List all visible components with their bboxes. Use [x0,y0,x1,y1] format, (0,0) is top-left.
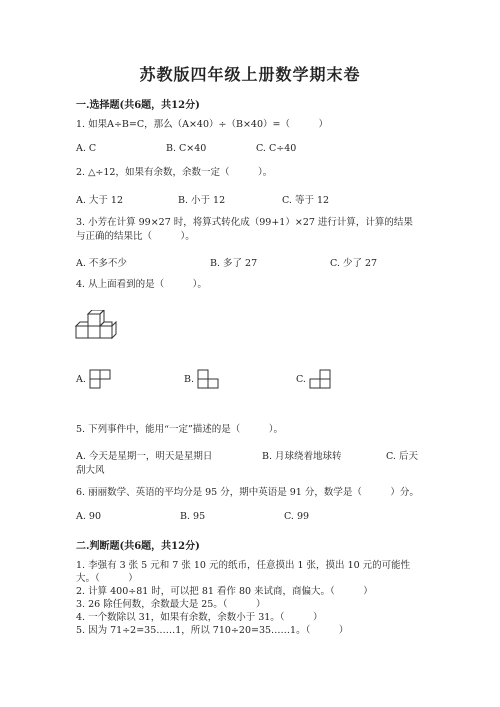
section-heading-choice: 一.选择题(共6题，共12分) [76,100,200,111]
q2-option-b: B. 小于 12 [178,195,226,206]
q6-option-b: B. 95 [180,511,206,522]
page-title: 苏教版四年级上册数学期末卷 [139,65,361,84]
q6-option-a: A. 90 [76,511,101,522]
q5-option-b: B. 月球绕着地球转 [262,451,342,462]
q5-option-a: A. 今天是星期一，明天是星期日 [76,451,213,462]
judge-item: 1. 李强有 3 张 5 元和 7 张 10 元的纸币，任意摸出 1 张，摸出 10 元的可能性 [76,560,411,571]
q4-option-a: A. [76,374,86,385]
q1-option-c: C. C÷40 [256,143,297,154]
section-heading-judge: 二.判断题(共6题，共12分) [76,541,200,552]
q3-option-b: B. 多了 27 [210,258,258,269]
judge-item: 大。（ ） [76,573,138,584]
judge-item: 4. 一个数除以 31，如果有余数，余数小于 31。（ ） [76,612,323,623]
question-3-line2: 与正确的结果比（ ）。 [76,231,195,242]
judge-item: 5. 因为 71÷2=35……1，所以 710÷20=35……1。（ ） [76,625,349,636]
question-2: 2. △÷12，如果有余数，余数一定（ ）。 [76,167,273,178]
cube-stack-figure [74,310,118,342]
question-5: 5. 下列事件中，能用“一定”描述的是（ ）。 [76,424,284,435]
q4-option-b-figure [196,368,220,390]
judge-item: 2. 计算 400÷81 时，可以把 81 看作 80 来试商，商偏大。（ ） [76,586,373,597]
q5-option-c: C. 后天 [386,451,418,462]
judge-item: 3. 26 除任何数，余数最大是 25。（ ） [76,599,266,610]
q1-option-a: A. C [76,143,97,154]
q4-option-c: C. [296,374,306,385]
q4-option-c-figure [308,368,332,390]
q3-option-a: A. 不多不少 [76,258,127,269]
question-3-line1: 3. 小芳在计算 99×27 时，将算式转化成（99+1）×27 进行计算，计算的结果 [76,217,413,228]
q2-option-c: C. 等于 12 [282,195,330,206]
q4-option-a-figure [88,368,112,390]
question-1: 1. 如果A÷B=C，那么（A×40）÷（B×40）=（ ） [76,119,328,130]
q6-option-c: C. 99 [284,511,310,522]
q1-option-b: B. C×40 [166,143,207,154]
q4-option-b: B. [184,374,195,385]
q3-option-c: C. 少了 27 [330,258,378,269]
q5-option-c-cont: 刮大风 [76,465,105,476]
question-6: 6. 丽丽数学、英语的平均分是 95 分，期中英语是 91 分，数学是（ ）分。 [76,487,419,498]
q2-option-a: A. 大于 12 [76,195,124,206]
question-4: 4. 从上面看到的是（ ）。 [76,279,207,290]
